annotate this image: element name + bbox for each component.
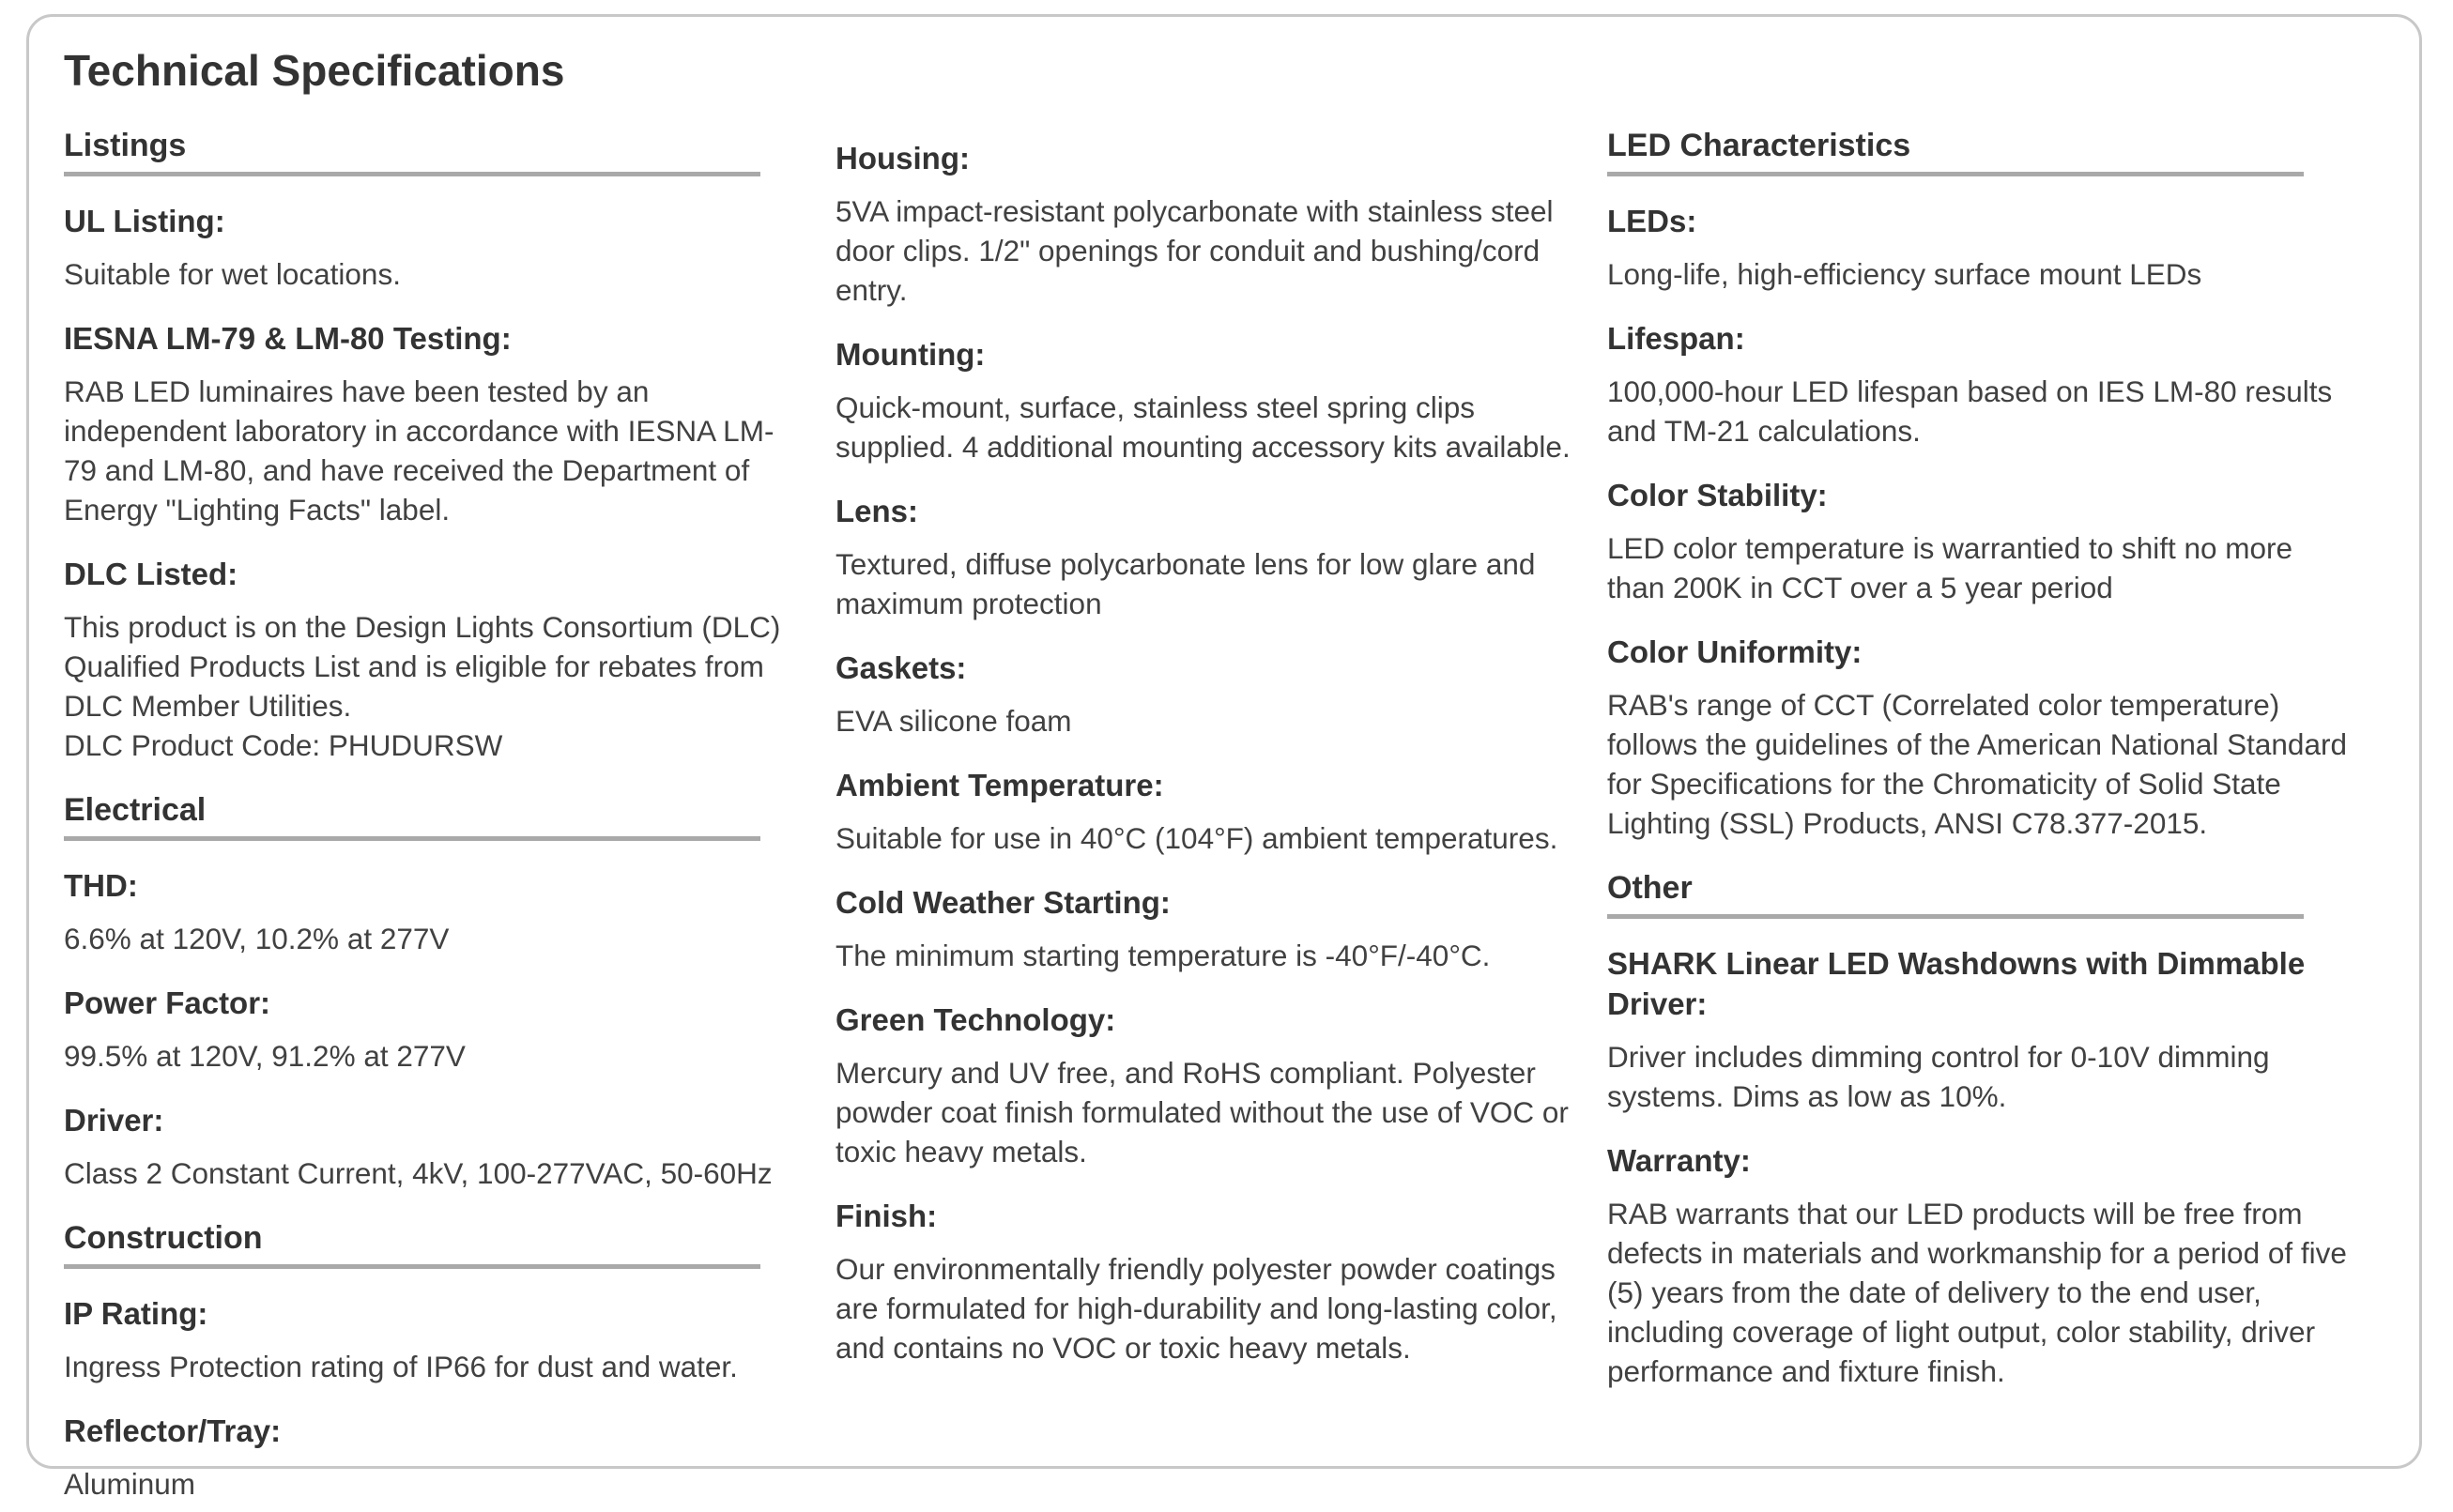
spec-item-iesna-testing [64, 318, 805, 529]
spec-label: Ambient Temperature: [836, 768, 1164, 802]
spec-text: Mercury and UV free, and RoHS compliant. Polyester powder coat finish formulated without the use of VOC or toxic heavy metals. [836, 1056, 1569, 1168]
section-heading-label: Listings [64, 125, 760, 176]
section-heading-label: Construction [64, 1217, 760, 1269]
spec-text: Textured, diffuse polycarbonate lens for low glare and maximum protection [836, 547, 1536, 620]
spec-item-cold-weather-starting [836, 882, 1577, 975]
spec-label: DLC Listed: [64, 557, 238, 591]
column-middle [836, 125, 1577, 1367]
spec-item-ul-listing [64, 201, 805, 294]
spec-text: 100,000-hour LED lifespan based on IES LM-80 results and TM-21 calculations. [1607, 374, 2333, 448]
spec-label: Lifespan: [1607, 321, 1745, 356]
spec-label: Lens: [836, 494, 919, 528]
section-heading-electrical [64, 789, 805, 841]
spec-label: Color Stability: [1607, 478, 1828, 512]
spec-item-leds [1607, 201, 2349, 294]
spec-label: Green Technology: [836, 1002, 1116, 1037]
spec-label: UL Listing: [64, 204, 225, 238]
column-left [64, 125, 805, 1504]
spec-item-housing [836, 138, 1577, 310]
section-heading-label: Electrical [64, 789, 760, 841]
spec-text: The minimum starting temperature is -40°F/-40°C. [836, 939, 1491, 972]
section-heading-led-characteristics [1607, 125, 2349, 176]
spec-item-color-uniformity [1607, 632, 2349, 843]
spec-item-reflector-tray [64, 1411, 805, 1504]
spec-item-ip-rating [64, 1293, 805, 1386]
spec-text: Driver includes dimming control for 0-10V dimming systems. Dims as low as 10%. [1607, 1040, 2270, 1113]
spec-text: Long-life, high-efficiency surface mount LEDs [1607, 257, 2202, 291]
spec-text: RAB LED luminaires have been tested by an independent laboratory in accordance with IESNA LM-79 and LM-80, and have received the Department of Energy "Lighting Facts" label. [64, 374, 774, 527]
spec-text: 5VA impact-resistant polycarbonate with stainless steel door clips. 1/2" openings for conduit and bushing/cord entry. [836, 194, 1554, 307]
spec-text: EVA silicone foam [836, 704, 1072, 738]
section-heading-construction [64, 1217, 805, 1269]
spec-label: Color Uniformity: [1607, 634, 1863, 669]
spec-item-mounting [836, 334, 1577, 466]
section-heading-label: LED Characteristics [1607, 125, 2304, 176]
spec-text: 99.5% at 120V, 91.2% at 277V [64, 1039, 466, 1073]
spec-item-warranty [1607, 1140, 2349, 1391]
spec-text: Class 2 Constant Current, 4kV, 100-277VAC, 50-60Hz [64, 1156, 773, 1190]
spec-label: Reflector/Tray: [64, 1413, 282, 1448]
spec-text-dlc-product-code: DLC Product Code: PHUDURSW [64, 728, 503, 762]
spec-text: This product is on the Design Lights Consortium (DLC) Qualified Products List and is eligible for rebates from DLC Member Utilities. [64, 610, 781, 723]
spec-item-lens [836, 491, 1577, 623]
spec-text: 6.6% at 120V, 10.2% at 277V [64, 922, 450, 955]
spec-label: THD: [64, 868, 138, 903]
spec-label: LEDs: [1607, 204, 1697, 238]
spec-item-driver [64, 1100, 805, 1193]
column-right [1607, 125, 2349, 1391]
spec-item-dlc-listed [64, 554, 805, 765]
spec-label: Power Factor: [64, 985, 271, 1020]
spec-text: Suitable for wet locations. [64, 257, 401, 291]
spec-text: Suitable for use in 40°C (104°F) ambient temperatures. [836, 821, 1558, 855]
spec-text: Our environmentally friendly polyester powder coatings are formulated for high-durability and long-lasting color, and contains no VOC or toxic heavy metals. [836, 1252, 1557, 1365]
spec-item-green-technology [836, 1000, 1577, 1171]
spec-item-ambient-temperature [836, 765, 1577, 858]
spec-item-shark-dimmable-driver [1607, 943, 2349, 1116]
spec-label: Housing: [836, 141, 970, 176]
section-heading-other [1607, 867, 2349, 919]
spec-item-color-stability [1607, 475, 2349, 607]
spec-item-lifespan [1607, 318, 2349, 451]
spec-label: Mounting: [836, 337, 986, 372]
spec-text: Aluminum [64, 1467, 196, 1501]
spec-item-gaskets [836, 648, 1577, 741]
spec-label: Cold Weather Starting: [836, 885, 1171, 920]
spec-label: Warranty: [1607, 1143, 1751, 1178]
technical-specifications-card [26, 14, 2422, 1501]
spec-label: SHARK Linear LED Washdowns with Dimmable Driver: [1607, 946, 2306, 1021]
section-heading-label: Other [1607, 867, 2304, 919]
columns-container [64, 125, 2363, 1504]
spec-item-finish [836, 1196, 1577, 1367]
spec-item-power-factor [64, 983, 805, 1076]
spec-label: IESNA LM-79 & LM-80 Testing: [64, 321, 512, 356]
spec-text: Ingress Protection rating of IP66 for dust and water. [64, 1350, 738, 1383]
page-title: Technical Specifications [64, 46, 565, 95]
spec-label: Gaskets: [836, 650, 967, 685]
spec-text: RAB's range of CCT (Correlated color temperature) follows the guidelines of the American National Standard for Specifications for the Chromaticity of Solid State Lighting (SSL) Products, ANSI C78.377-2015. [1607, 688, 2347, 840]
spec-label: Driver: [64, 1103, 164, 1138]
section-heading-listings [64, 125, 805, 176]
spec-text: Quick-mount, surface, stainless steel spring clips supplied. 4 additional mounting accessory kits available. [836, 390, 1571, 464]
spec-text: RAB warrants that our LED products will be free from defects in materials and workmanship for a period of five (5) years from the date of delivery to the end user, including coverage of light output, color stability, driver performance and fixture finish. [1607, 1197, 2347, 1388]
spec-text: LED color temperature is warrantied to shift no more than 200K in CCT over a 5 year period [1607, 531, 2293, 604]
spec-label: Finish: [836, 1199, 938, 1233]
spec-label: IP Rating: [64, 1296, 208, 1331]
spec-item-thd [64, 865, 805, 958]
